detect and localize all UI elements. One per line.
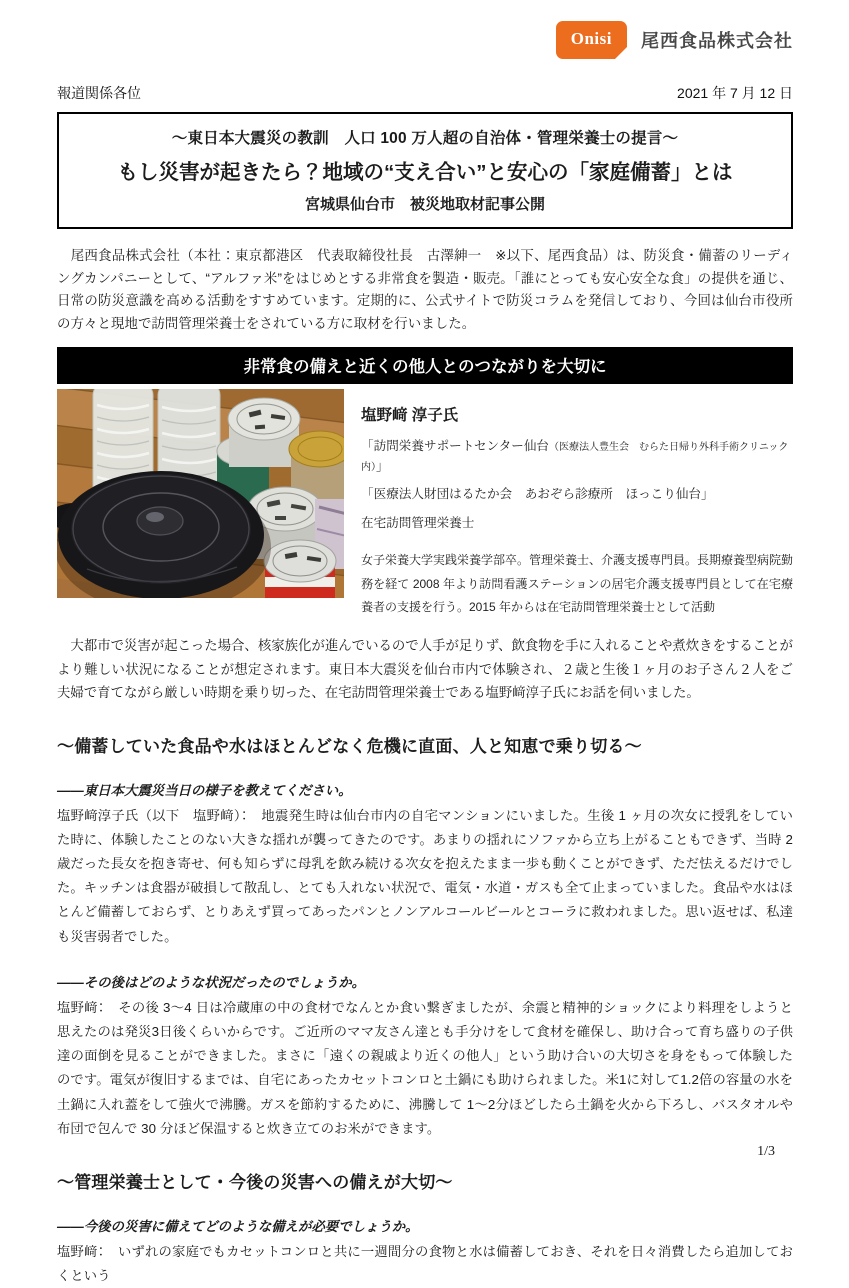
question-1: ――東日本大震災当日の様子を教えてください。 bbox=[57, 782, 352, 798]
brand-header bbox=[57, 20, 793, 60]
title-main: もし災害が起きたら？地域の“支え合い”と安心の「家庭備蓄」とは bbox=[117, 161, 733, 184]
profile-name: 塩野﨑 淳子氏 bbox=[361, 407, 459, 425]
question-2: ――その後はどのような状況だったのでしょうか。 bbox=[57, 974, 365, 990]
answer-3: 塩野﨑： いずれの家庭でもカセットコンロと共に一週間分の食物と水は備蓄しておき、それを日々消費したら追加しておくという bbox=[57, 1243, 793, 1284]
question-3: ――今後の災害に備えてどのような備えが必要でしょうか。 bbox=[57, 1218, 419, 1234]
intro-paragraph: 尾西食品株式会社（本社：東京都港区 代表取締役社長 古澤紳一 ※以下、尾西食品）は、防災食・備蓄のリーディングカンパニーとして、“アルファ米”をはじめとする非常食を製造・販売。「誰にとっても安心安全な食」の提供を通じ、日常の防災意識を高める活動をすすめています。定期的に、公式サイトで防災コラムを発信しており、今回は仙台市役所の方々と現地で訪問管理栄養士をされている方に取材を行いました。 bbox=[57, 248, 793, 331]
section-1-heading: ～備蓄していた食品や水はほとんどなく危機に直面、人と知恵で乗り切る～ bbox=[57, 736, 642, 756]
title-subline: ～東日本大震災の教訓 人口 100 万人超の自治体・管理栄養士の提言～ bbox=[171, 130, 679, 147]
affiliation-1-close: 」 bbox=[376, 458, 389, 473]
answer-1: 塩野﨑淳子氏（以下 塩野﨑）： 地震発生時は仙台市内の自宅マンションにいました。生後 1 ヶ月の次女に授乳をしていた時に、体験したことのない大きな揺れが襲ってきたのです。あまりの揺れにソファから立ち上がることもできず、当時 2 歳だった長女を抱き寄せ、何も知らずに母乳を飲み続ける次女を抱えたまま一歩も動くことができず、ただ怯えるだけでした。キッチンは食器が破損して散乱し、とても入れない状況で、電気・水道・ガスも全て止まっていました。食品や水はほとんど備蓄しておらず、とりあえず買ってあったパンとノンアルコールビールとコーラに救われました。思い返せば、私達も災害弱者でした。 bbox=[57, 807, 793, 944]
meta-row bbox=[57, 83, 793, 103]
company-name: 尾西食品株式会社 bbox=[641, 31, 793, 51]
release-date: 2021 年 7 月 12 日 bbox=[677, 85, 793, 101]
affiliation-1-detail: （医療法人豊生会 むらた日帰り外科手術クリニック内） bbox=[361, 442, 789, 473]
section-banner: 非常食の備えと近くの他人とのつながりを大切に bbox=[57, 347, 793, 384]
recipient-label: 報道関係各位 bbox=[57, 85, 141, 101]
onisi-logo-text: Onisi bbox=[570, 29, 612, 48]
page-number: 1/3 bbox=[757, 1144, 775, 1159]
onisi-logo bbox=[556, 21, 627, 59]
title-box bbox=[57, 112, 793, 229]
profile-affiliation-1 bbox=[361, 437, 793, 476]
lead-paragraph: 大都市で災害が起こった場合、核家族化が進んでいるので人手が足りず、飲食物を手に入れることや煮炊きをすることがより難しい状況になることが想定されます。東日本大震災を仙台市内で体験され、２歳と生後１ヶ月のお子さん２人をご夫婦で育てながら厳しい時期を乗り切った、在宅訪問管理栄養士である塩野﨑淳子氏にお話を伺いました。 bbox=[57, 638, 793, 701]
section-2-heading: ～管理栄養士として・今後の災害への備えが大切～ bbox=[57, 1172, 453, 1192]
photo-profile-row bbox=[57, 389, 793, 619]
affiliation-1-main: 「訪問栄養サポートセンター仙台 bbox=[361, 439, 550, 454]
preparedness-photo bbox=[57, 389, 344, 598]
profile-block bbox=[361, 389, 793, 619]
title-location: 宮城県仙台市 被災地取材記事公開 bbox=[304, 196, 545, 213]
answer-2: 塩野﨑： その後 3～4 日は冷蔵庫の中の食材でなんとか食い繋ぎましたが、余震と精神的ショックにより料理をしようと思えたのは発災3日後くらいからです。ご近所のママ友さん達とも手分けをして食材を確保し、助け合って育ち盛りの子供達の面倒を見ることができました。まさに「遠くの親戚より近くの他人」という助け合いの大切さを身をもって体験したのです。電気が復旧するまでは、自宅にあったカセットコンロと土鍋にも助けられました。米1に対して1.2倍の容量の水を土鍋に入れ蓋をして強火で沸騰。ガスを節約するために、沸騰して 1～2分ほどしたら土鍋を火から下ろし、バスタオルや布団で包んで 30 分ほど保温すると炊き立てのお米ができます。 bbox=[57, 999, 793, 1136]
profile-bio: 女子栄養大学実践栄養学部卒。管理栄養士、介護支援専門員。長期療養型病院勤務を経て 2008 年より訪問看護ステーションの居宅介護支援専門員として在宅療養者の支援を行う。2015 年からは在宅訪問管理栄養士として活動 bbox=[361, 553, 794, 614]
profile-affiliation-2: 「医療法人財団はるたか会 あおぞら診療所 ほっこり仙台」 bbox=[361, 487, 714, 502]
profile-job-title: 在宅訪問管理栄養士 bbox=[361, 515, 475, 530]
